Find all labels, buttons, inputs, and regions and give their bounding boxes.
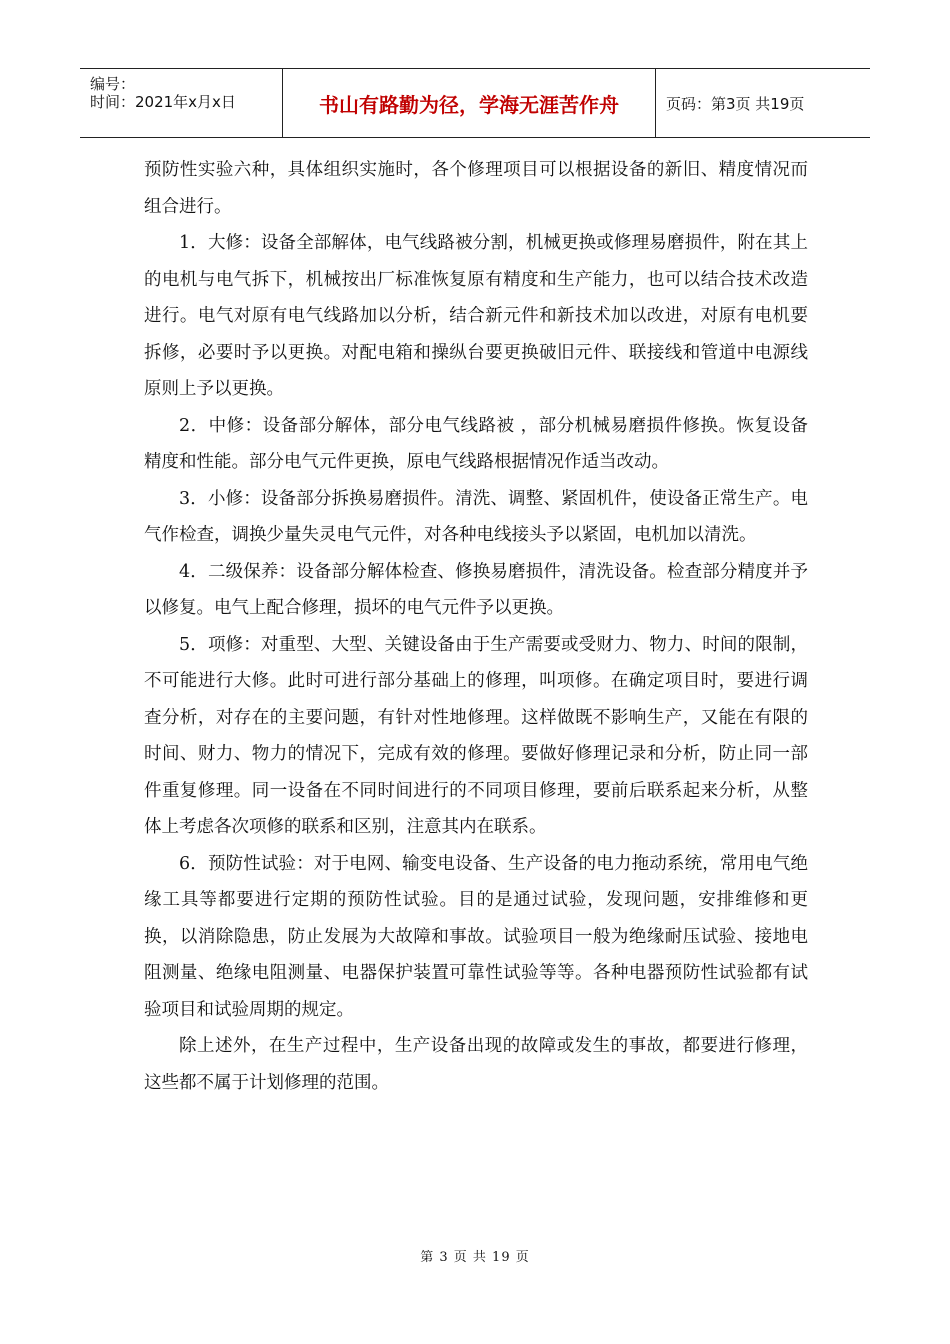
page-header (80, 68, 870, 138)
page-footer: 第 3 页 共 19 页 (420, 1250, 530, 1265)
paragraph: 预防性实验六种，具体组织实施时，各个修理项目可以根据设备的新旧、精度情况而组合进行。 (144, 160, 808, 217)
paragraph: 3．小修：设备部分拆换易磨损件。清洗、调整、紧固机件，使设备正常生产。电气作检查，调换少量失灵电气元件，对各种电线接头予以紧固，电机加以清洗。 (144, 488, 808, 545)
paragraph: 6．预防性试验：对于电网、输变电设备、生产设备的电力拖动系统，常用电气绝缘工具等都要进行定期的预防性试验。目的是通过试验，发现问题，安排维修和更换，以消除隐患，防止发展为大故障和事故。试验项目一般为绝缘耐压试验、接地电阻测量、绝缘电阻测量、电器保护装置可靠性试验等等。各种电器预防性试验都有试验项目和试验周期的规定。 (144, 853, 808, 1020)
header-meta (80, 69, 282, 137)
document-body (144, 152, 808, 1101)
document-time-label: 时间：2021年x月x日 (90, 93, 236, 111)
paragraph: 5．项修：对重型、大型、关键设备由于生产需要或受财力、物力、时间的限制，不可能进行大修。此时可进行部分基础上的修理，叫项修。在确定项目时，要进行调查分析，对存在的主要问题，有针对性地修理。这样做既不影响生产，又能在有限的时间、财力、物力的情况下，完成有效的修理。要做好修理记录和分析，防止同一部件重复修理。同一设备在不同时间进行的不同项目修理，要前后联系起来分析，从整体上考虑各次项修的联系和区别，注意其内在联系。 (144, 634, 808, 837)
paragraph: 除上述外，在生产过程中，生产设备出现的故障或发生的事故，都要进行修理，这些都不属于计划修理的范围。 (144, 1036, 808, 1093)
paragraph: 2．中修：设备部分解体，部分电气线路被 ，部分机械易磨损件修换。恢复设备精度和性能。部分电气元件更换，原电气线路根据情况作适当改动。 (144, 415, 808, 472)
header-page-info (654, 69, 870, 137)
paragraph: 4．二级保养：设备部分解体检查、修换易磨损件，清洗设备。检查部分精度并予以修复。电气上配合修理，损坏的电气元件予以更换。 (144, 561, 808, 618)
paragraph: 1．大修：设备全部解体，电气线路被分割，机械更换或修理易磨损件，附在其上的电机与电气拆下，机械按出厂标准恢复原有精度和生产能力，也可以结合技术改造进行。电气对原有电气线路加以分析，结合新元件和新技术加以改进，对原有电机要拆修，必要时予以更换。对配电箱和操纵台要更换破旧元件、联接线和管道中电源线原则上予以更换。 (144, 233, 808, 399)
header-motto: 书山有路勤为径，学海无涯苦作舟 (282, 69, 656, 137)
header-page-label: 页码：第3页 共19页 (666, 94, 805, 113)
document-number-label: 编号： (90, 75, 136, 93)
